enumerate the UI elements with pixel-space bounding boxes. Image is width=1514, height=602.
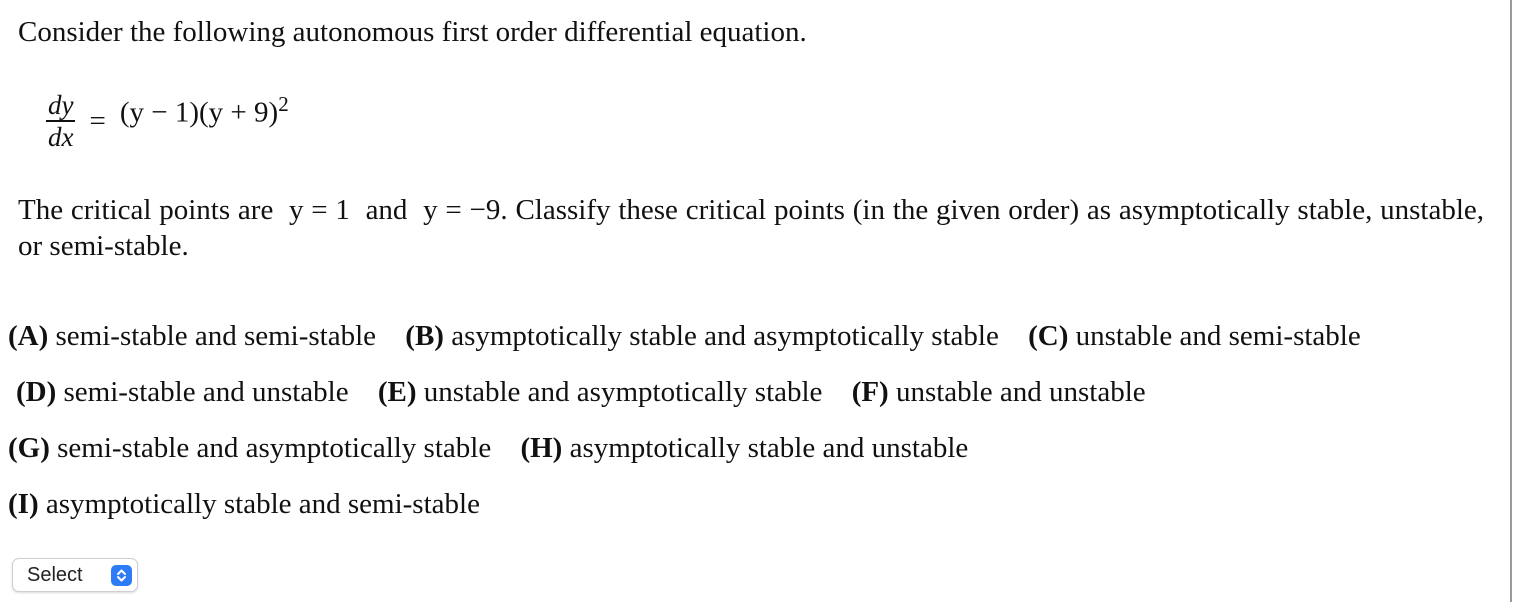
option-letter: (A) <box>8 320 49 352</box>
problem-statement <box>18 192 1484 264</box>
options-row-1 <box>8 316 1383 372</box>
option-c <box>1028 320 1361 352</box>
intro-text: Consider the following autonomous first order differential equation. <box>18 16 807 48</box>
equation-rhs <box>120 92 289 130</box>
option-text: unstable and semi-stable <box>1075 320 1361 352</box>
option-letter: (G) <box>8 432 50 464</box>
option-text: semi-stable and asymptotically stable <box>57 432 492 464</box>
statement-part1: The critical points are <box>18 194 274 226</box>
answer-options <box>8 316 1383 540</box>
options-row-2 <box>8 372 1383 428</box>
option-letter: (B) <box>405 320 444 352</box>
differential-equation <box>46 88 289 154</box>
answer-select[interactable] <box>12 558 138 592</box>
option-text: asymptotically stable and unstable <box>569 432 969 464</box>
option-letter: (C) <box>1028 320 1069 352</box>
statement-part2: Classify these critical points (in the given order) as asymptotically stable, unstable, or semi-stable. <box>18 194 1485 262</box>
fraction-numerator: dy <box>48 90 74 120</box>
option-i <box>8 488 480 520</box>
equals-sign: = <box>89 104 106 137</box>
rhs-expression: (y − 1)(y + 9) <box>119 96 279 129</box>
rhs-exponent: 2 <box>278 92 289 117</box>
derivative-fraction <box>46 90 75 152</box>
option-text: unstable and asymptotically stable <box>423 376 823 408</box>
options-row-3 <box>8 428 1383 484</box>
option-e <box>378 376 823 408</box>
option-b <box>405 320 999 352</box>
page-border <box>1510 0 1512 602</box>
option-h <box>520 432 968 464</box>
chevron-up-down-icon <box>111 565 132 586</box>
option-letter: (D) <box>16 376 57 408</box>
option-text: unstable and unstable <box>895 376 1146 408</box>
option-letter: (E) <box>377 376 417 408</box>
option-g <box>8 432 491 464</box>
fraction-denominator: dx <box>48 122 74 152</box>
option-text: semi-stable and unstable <box>63 376 349 408</box>
critical-point-2: y = −9. <box>423 194 508 226</box>
options-row-4 <box>8 484 1383 540</box>
select-value: Select <box>27 563 83 586</box>
option-letter: (H) <box>520 432 563 464</box>
option-d <box>16 376 349 408</box>
option-letter: (I) <box>8 488 39 520</box>
option-letter: (F) <box>851 376 889 408</box>
option-text: semi-stable and semi-stable <box>55 320 377 352</box>
option-text: asymptotically stable and semi-stable <box>45 488 480 520</box>
critical-point-1: y = 1 <box>288 194 350 226</box>
option-f <box>852 376 1146 408</box>
option-text: asymptotically stable and asymptotically stable <box>451 320 999 352</box>
option-a <box>8 320 376 352</box>
statement-and: and <box>365 194 408 226</box>
